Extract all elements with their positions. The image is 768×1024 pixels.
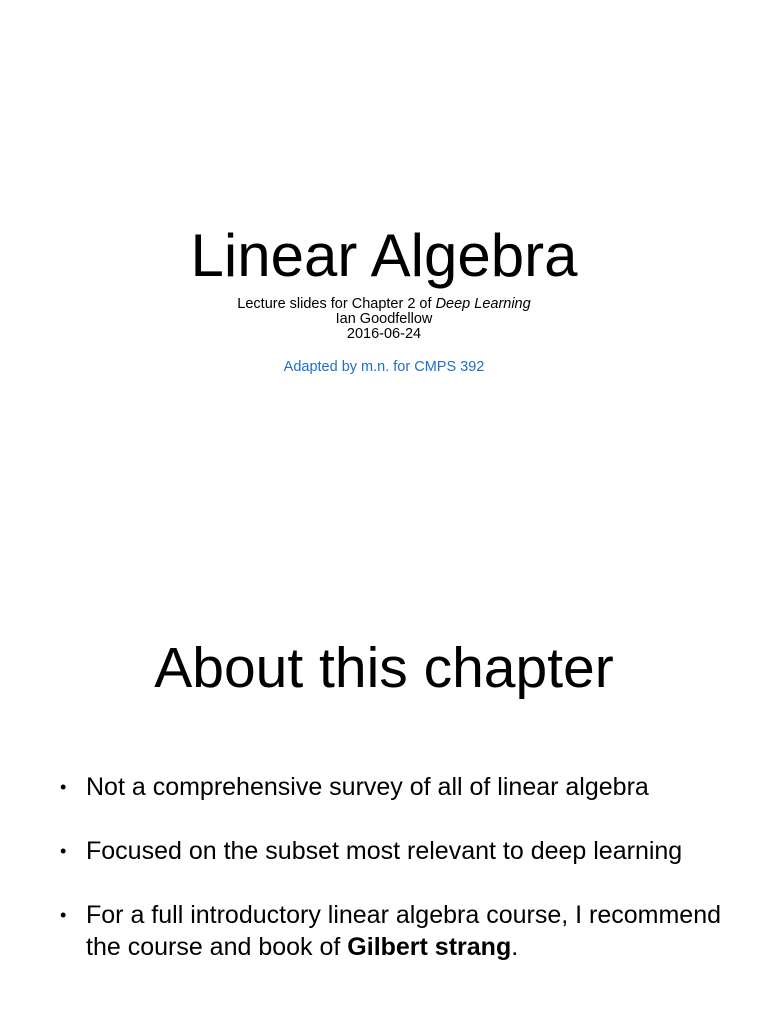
bullet-icon: • xyxy=(60,777,67,797)
bullet-item xyxy=(56,899,736,963)
author-emphasis: Gilbert strang xyxy=(347,933,512,961)
bullet-icon: • xyxy=(60,905,67,925)
bullet-item xyxy=(56,835,736,867)
bullet-item xyxy=(56,771,736,803)
bullet-text: Not a comprehensive survey of all of linear algebra xyxy=(86,773,649,801)
slide-date: 2016-06-24 xyxy=(346,326,422,342)
author-name: Ian Goodfellow xyxy=(335,311,433,327)
subtitle-block xyxy=(0,297,768,342)
lecture-line xyxy=(0,297,768,312)
bullet-suffix: . xyxy=(511,933,519,961)
bullet-text: For a full introductory linear algebra course, I recommend the course and book of xyxy=(86,901,722,961)
book-title: Deep Learning xyxy=(435,296,531,312)
bullet-list xyxy=(56,771,736,963)
slide-title: Linear Algebra xyxy=(190,222,578,289)
lecture-prefix: Lecture slides for Chapter 2 of xyxy=(237,296,436,312)
bullet-icon: • xyxy=(60,841,67,861)
bullet-text: Focused on the subset most relevant to deep learning xyxy=(86,837,683,865)
chapter-title: About this chapter xyxy=(154,636,614,700)
adapted-note: Adapted by m.n. for CMPS 392 xyxy=(283,359,485,375)
about-chapter-slide xyxy=(0,560,768,1024)
